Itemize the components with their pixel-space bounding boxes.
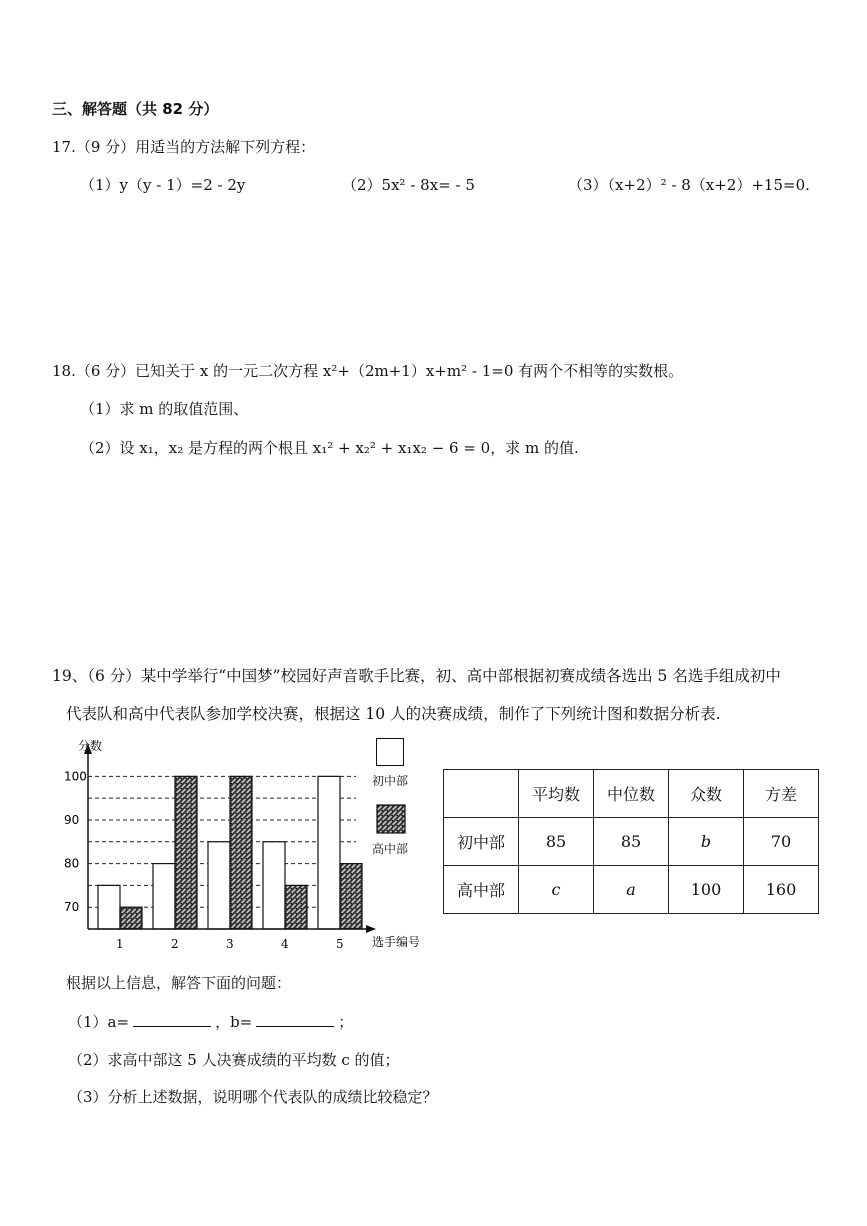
table-cell: 160 [744,866,819,914]
table-row [444,866,819,914]
bar-senior-4 [285,885,307,929]
bar-senior-2 [175,776,197,929]
x-tick-label: 4 [281,937,289,951]
row-label-junior: 初中部 [444,818,519,866]
table-cell: 70 [744,818,819,866]
x-tick-label: 5 [336,937,344,951]
bar-junior-4 [263,842,285,929]
table-header: 众数 [669,770,744,818]
row-label-senior: 高中部 [444,866,519,914]
bar-junior-5 [318,776,340,929]
q19-part1-end: ； [338,1013,354,1031]
analysis-table-wrap [443,769,819,914]
bar-senior-5 [340,864,362,929]
table-cell: 85 [519,818,594,866]
x-tick-label: 1 [116,937,124,951]
x-axis-label: 选手编号 [372,935,421,949]
bar-junior-1 [98,885,120,929]
q17-stem: 17.（9 分）用适当的方法解下列方程： [52,138,316,156]
q18-part1: （1）求 m 的取值范围、 [80,400,249,418]
q19-stem-line1: 19、（6 分）某中学举行“中国梦”校园好声音歌手比赛，初、高中部根据初赛成绩各选出 5 名选手组成初中 [52,667,781,685]
q19-part2: （2）求高中部这 5 人决赛成绩的平均数 c 的值； [68,1051,400,1069]
table-cell: 85 [594,818,669,866]
legend-label-junior: 初中部 [372,774,409,788]
q17-part1: （1）y（y - 1）=2 - 2y [80,176,246,194]
q19-stem-line2: 代表队和高中代表队参加学校决赛，根据这 10 人的决赛成绩，制作了下列统计图和数据分析表. [66,705,721,723]
legend [366,736,426,866]
q18-part2: （2）设 x₁，x₂ 是方程的两个根且 x₁² + x₂² + x₁x₂ − 6 = 0，求 m 的值. [80,439,579,457]
table-cell [444,770,519,818]
y-tick-label: 100 [64,769,87,784]
bar-senior-1 [120,907,142,929]
q19-part1-mid: ，b= [215,1013,253,1031]
q19-part3: （3）分析上述数据，说明哪个代表队的成绩比较稳定？ [68,1088,438,1106]
bar-junior-2 [153,864,175,929]
legend-swatch-junior [376,738,404,766]
table-cell: a [594,866,669,914]
answer-blank-a[interactable] [133,1012,211,1027]
table-header: 方差 [744,770,819,818]
x-tick-label: 2 [171,937,179,951]
table-cell: 100 [669,866,744,914]
y-axis-label: 分数 [78,739,103,753]
q18-stem: 18.（6 分）已知关于 x 的一元二次方程 x²+（2m+1）x+m² - 1=0 有两个不相等的实数根。 [52,362,684,380]
table-header: 平均数 [519,770,594,818]
legend-swatch-senior [376,804,406,834]
table-cell: c [519,866,594,914]
table-cell: b [669,818,744,866]
table-header: 中位数 [594,770,669,818]
q17-part3: （3）（x+2）² - 8（x+2）+15=0. [568,176,810,194]
table-header-row [444,770,819,818]
y-tick-label: 90 [64,812,80,827]
x-axis-arrow [366,925,376,933]
q19-lead: 根据以上信息，解答下面的问题： [66,974,292,992]
bar-senior-3 [230,776,252,929]
x-tick-label: 3 [226,937,234,951]
bar-junior-3 [208,842,230,929]
q19-part1 [68,1011,353,1032]
y-tick-label: 70 [64,900,80,915]
analysis-table [443,769,819,914]
legend-label-senior: 高中部 [372,842,409,856]
section-title: 三、解答题（共 82 分） [52,100,219,118]
q19-part1-prefix: （1）a= [68,1013,130,1031]
table-row [444,818,819,866]
q17-part2: （2）5x² - 8x= - 5 [342,176,475,194]
y-tick-label: 80 [64,856,80,871]
answer-blank-b[interactable] [256,1012,334,1027]
